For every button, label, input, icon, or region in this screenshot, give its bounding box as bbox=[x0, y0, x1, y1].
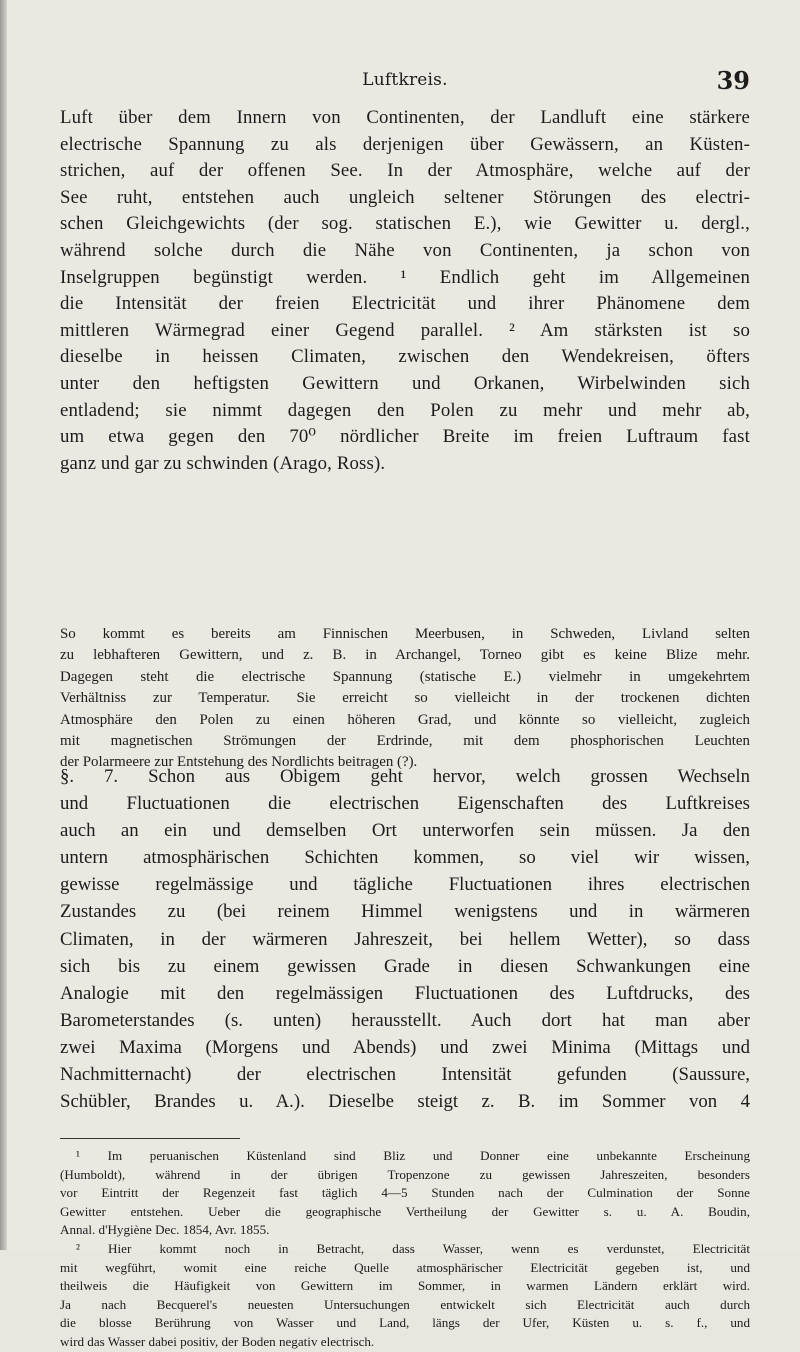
text-line: Barometerstandes (s. unten) herausstellt. Auch dort hat man aber bbox=[60, 1009, 750, 1031]
text-line: Verhältniss zur Temperatur. Sie erreicht so vielleicht in der trockenen dichten bbox=[60, 690, 750, 707]
text-line: See ruht, entstehen auch ungleich seltener Störungen des electri- bbox=[60, 186, 750, 208]
text-line: Dagegen steht die electrische Spannung (statische E.) vielmehr in umgekehrtem bbox=[60, 668, 750, 685]
text-line: um etwa gegen den 70⁰ nördlicher Breite im freien Luftraum fast bbox=[60, 426, 750, 448]
footnote-line: Ja nach Becquerel's neuesten Untersuchungen entwickelt sich Electricität auch durch bbox=[60, 1296, 750, 1312]
footnote-line: mit wegführt, womit eine reiche Quelle atmosphärischer Electricität gegeben ist, und bbox=[60, 1259, 750, 1275]
footnote-line: Annal. d'Hygiène Dec. 1854, Avr. 1855. bbox=[60, 1222, 270, 1238]
text-line: strichen, auf der offenen See. In der Atmosphäre, welche auf der bbox=[60, 160, 750, 182]
text-line: untern atmosphärischen Schichten kommen, so viel wir wissen, bbox=[60, 847, 750, 869]
text-line: Zustandes zu (bei reinem Himmel wenigstens und in wärmeren bbox=[60, 901, 750, 923]
footnote-line: ² Hier kommt noch in Betracht, dass Wasser, wenn es verdunstet, Electricität bbox=[76, 1240, 750, 1256]
page-header bbox=[60, 66, 750, 96]
page-gutter-shadow bbox=[0, 0, 7, 1250]
text-line: Analogie mit den regelmässigen Fluctuationen des Luftdrucks, des bbox=[60, 982, 750, 1004]
footnote-line: die blosse Berührung von Wasser und Land, längs der Ufer, Küsten u. s. f., und bbox=[60, 1315, 750, 1331]
section-7-paragraph bbox=[60, 763, 750, 1115]
text-line: Inselgruppen begünstigt werden. ¹ Endlich geht im Allgemeinen bbox=[60, 266, 750, 288]
footnote-line: Gewitter entstehen. Ueber die geographische Vertheilung der Gewitter s. u. A. Boudin, bbox=[60, 1203, 750, 1219]
text-line: mit magnetischen Strömungen der Erdrinde, mit dem phosphorischen Leuchten bbox=[60, 733, 750, 750]
text-line: während solche durch die Nähe von Continenten, ja schon von bbox=[60, 239, 750, 261]
text-line: mittleren Wärmegrad einer Gegend parallel. ² Am stärksten ist so bbox=[60, 319, 750, 341]
text-line: electrische Spannung zu als derjenigen über Gewässern, an Küsten- bbox=[60, 133, 750, 155]
text-line: der Polarmeere zur Entstehung des Nordlichts beitragen (?). bbox=[60, 754, 418, 771]
text-line: zwei Maxima (Morgens und Abends) und zwei Minima (Mittags und bbox=[60, 1036, 750, 1058]
running-head: Luftkreis. bbox=[362, 70, 448, 90]
footnote-line: (Humboldt), während in der übrigen Tropenzone zu gewissen Jahreszeiten, besonders bbox=[60, 1166, 750, 1182]
page-number: 39 bbox=[716, 66, 750, 95]
footnote-rule bbox=[60, 1138, 240, 1139]
main-paragraph bbox=[60, 105, 750, 477]
text-line: gewisse regelmässige und tägliche Fluctuationen ihres electrischen bbox=[60, 874, 750, 896]
text-line: sich bis zu einem gewissen Grade in diesen Schwankungen eine bbox=[60, 955, 750, 977]
text-line: Nachmitternacht) der electrischen Intensität gefunden (Saussure, bbox=[60, 1064, 750, 1086]
text-line: und Fluctuationen die electrischen Eigenschaften des Luftkreises bbox=[60, 793, 750, 815]
text-line: zu lebhafteren Gewittern, und z. B. in Archangel, Torneo gibt es keine Blize mehr. bbox=[60, 647, 750, 664]
text-line: die Intensität der freien Electricität und ihrer Phänomene dem bbox=[60, 293, 750, 315]
text-line: schen Gleichgewichts (der sog. statischen E.), wie Gewitter u. dergl., bbox=[60, 213, 750, 235]
footnote-line: vor Eintritt der Regenzeit fast täglich 4—5 Stunden nach der Culmination der Sonne bbox=[60, 1185, 750, 1201]
text-line: unter den heftigsten Gewittern und Orkanen, Wirbelwinden sich bbox=[60, 372, 750, 394]
text-line: Atmosphäre den Polen zu einen höheren Grad, und könnte so vielleicht, zugleich bbox=[60, 711, 750, 728]
footnote-line: ¹ Im peruanischen Küstenland sind Bliz und Donner eine unbekannte Erscheinung bbox=[76, 1148, 750, 1163]
text-line: dieselbe in heissen Climaten, zwischen den Wendekreisen, öfters bbox=[60, 346, 750, 368]
text-line: So kommt es bereits am Finnischen Meerbusen, in Schweden, Livland selten bbox=[60, 626, 750, 642]
footnotes bbox=[60, 1147, 750, 1352]
footnote-line: wird das Wasser dabei positiv, der Boden negativ electrisch. bbox=[60, 1333, 375, 1349]
text-line: Climaten, in der wärmeren Jahreszeit, bei hellem Wetter), so dass bbox=[60, 928, 750, 950]
text-line: Schübler, Brandes u. A.). Dieselbe steigt z. B. im Sommer von 4 bbox=[60, 1091, 750, 1113]
text-line: entladend; sie nimmt dagegen den Polen zu mehr und mehr ab, bbox=[60, 399, 750, 421]
small-print-paragraph bbox=[60, 624, 750, 774]
text-line: auch an ein und demselben Ort unterworfen sein müssen. Ja den bbox=[60, 820, 750, 842]
footnote-line: theilweis die Häufigkeit von Gewittern im Sommer, in warmen Ländern erklärt wird. bbox=[60, 1278, 750, 1294]
text-line: §. 7. Schon aus Obigem geht hervor, welch grossen Wechseln bbox=[60, 766, 750, 787]
text-line: Luft über dem Innern von Continenten, der Landluft eine stärkere bbox=[60, 107, 750, 128]
text-line: ganz und gar zu schwinden (Arago, Ross). bbox=[60, 452, 386, 474]
